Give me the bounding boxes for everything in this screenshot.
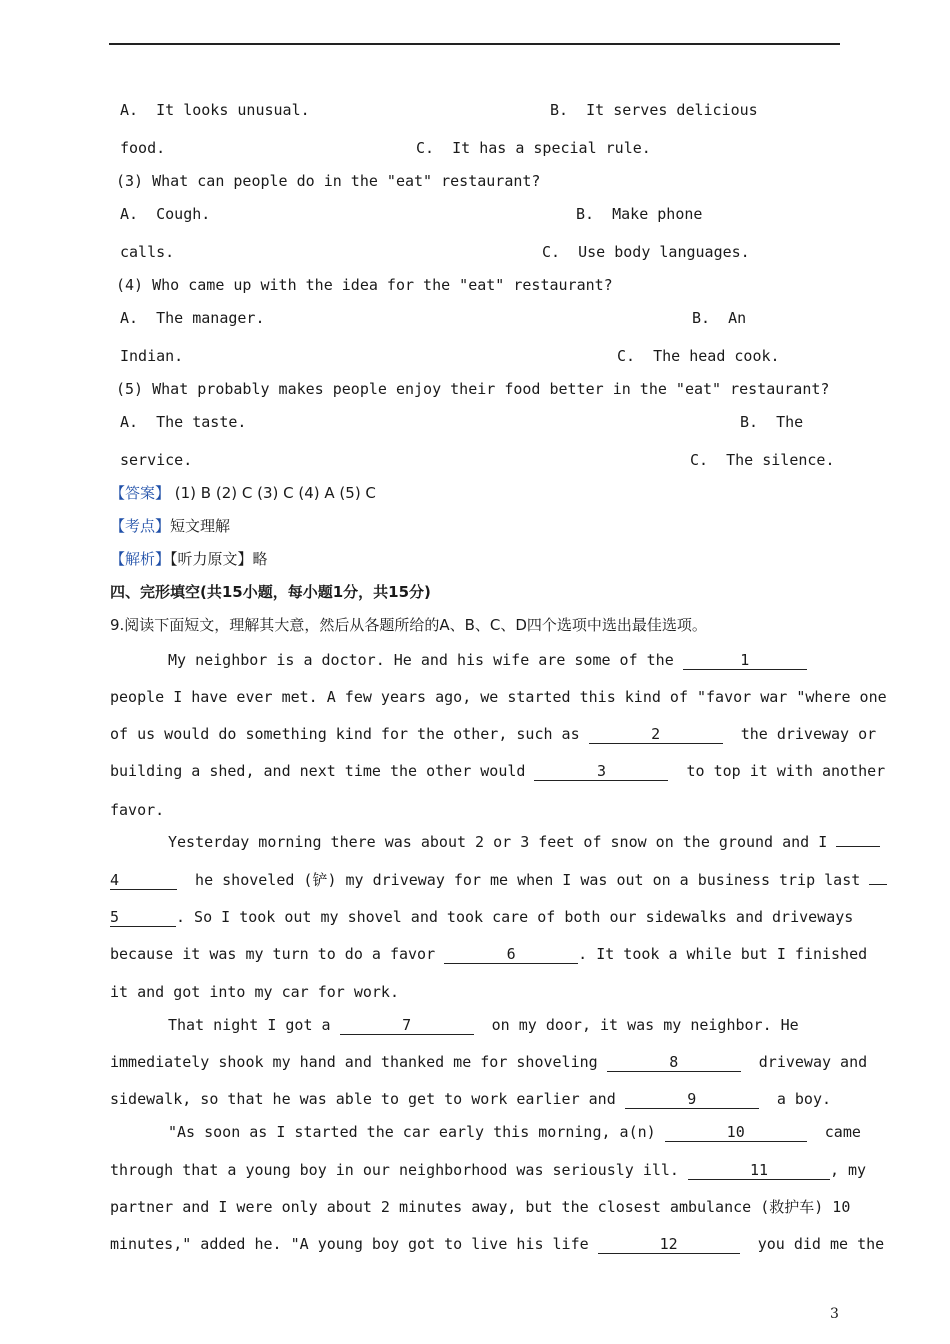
q4-stem: (4) Who came up with the idea for the "eat" restaurant?	[116, 276, 613, 294]
analysis-text: 【听力原文】略	[170, 550, 268, 568]
point-text: 短文理解	[170, 517, 231, 535]
q2-option-c: C. It has a special rule.	[416, 139, 651, 157]
q5-option-b-cont: service.	[120, 451, 193, 469]
blank-1[interactable]: 1	[683, 651, 807, 670]
blank-6[interactable]: 6	[444, 945, 578, 964]
blank-11[interactable]: 11	[688, 1161, 830, 1180]
blank-8[interactable]: 8	[607, 1053, 741, 1072]
answer-line	[110, 483, 376, 503]
blank-10[interactable]: 10	[665, 1123, 807, 1142]
passage-line: it and got into my car for work.	[110, 983, 399, 1001]
q3-stem: (3) What can people do in the "eat" restaurant?	[116, 172, 541, 190]
analysis-line	[110, 549, 268, 569]
blank-7[interactable]: 7	[340, 1016, 474, 1035]
blank-4[interactable]: 4	[110, 871, 177, 890]
passage-line: "As soon as I started the car early this morning, a(n) 10 came	[168, 1123, 861, 1141]
q2-option-b-cont: food.	[120, 139, 166, 157]
passage-line: 5 . So I took out my shovel and took care of both our sidewalks and driveways	[110, 908, 854, 926]
passage-line: building a shed, and next time the other would 3 to top it with another	[110, 762, 886, 780]
q3-option-b: B. Make phone	[576, 205, 703, 223]
blank-4-start[interactable]	[836, 846, 880, 847]
point-line	[110, 516, 230, 536]
section-title: 四、完形填空(共15小题，每小题1分，共15分)	[110, 583, 431, 601]
q3-option-a: A. Cough.	[120, 205, 211, 223]
blank-5[interactable]: 5	[110, 908, 176, 927]
q4-option-a: A. The manager.	[120, 309, 265, 327]
analysis-label: 【解析】	[110, 550, 171, 568]
answer-text: (1) B (2) C (3) C (4) A (5) C	[170, 484, 376, 502]
q4-option-b: B. An	[692, 309, 747, 327]
passage-line: of us would do something kind for the other, such as 2 the driveway or	[110, 725, 877, 743]
q2-option-a: A. It looks unusual.	[120, 101, 310, 119]
passage-line: minutes," added he. "A young boy got to live his life 12 you did me the	[110, 1235, 885, 1253]
passage-line: sidewalk, so that he was able to get to work earlier and 9 a boy.	[110, 1090, 832, 1108]
passage-line: 4 he shoveled (铲) my driveway for me when I was out on a business trip last	[110, 870, 887, 890]
page-number: 3	[830, 1306, 839, 1322]
header-rule	[109, 43, 840, 45]
blank-2[interactable]: 2	[589, 725, 723, 744]
q5-option-c: C. The silence.	[690, 451, 835, 469]
q3-option-c: C. Use body languages.	[542, 243, 750, 261]
q2-option-b: B. It serves delicious	[550, 101, 758, 119]
q5-option-a: A. The taste.	[120, 413, 247, 431]
passage-line: people I have ever met. A few years ago, we started this kind of "favor war "where one	[110, 688, 887, 706]
q5-option-b: B. The	[740, 413, 804, 431]
passage-line: favor.	[110, 801, 165, 819]
passage-line: because it was my turn to do a favor 6 . It took a while but I finished	[110, 945, 868, 963]
blank-12[interactable]: 12	[598, 1235, 740, 1254]
passage-line: That night I got a 7 on my door, it was my neighbor. He	[168, 1016, 799, 1034]
blank-9[interactable]: 9	[625, 1090, 759, 1109]
passage-line: Yesterday morning there was about 2 or 3 feet of snow on the ground and I	[168, 832, 880, 852]
passage-line: partner and I were only about 2 minutes away, but the closest ambulance (救护车) 10	[110, 1198, 851, 1216]
passage-line: immediately shook my hand and thanked me for shoveling 8 driveway and	[110, 1053, 868, 1071]
passage-line: through that a young boy in our neighborhood was seriously ill. 11 , my	[110, 1161, 867, 1179]
q4-option-b-cont: Indian.	[120, 347, 184, 365]
q5-stem: (5) What probably makes people enjoy their food better in the "eat" restaurant?	[116, 380, 830, 398]
q3-option-b-cont: calls.	[120, 243, 175, 261]
passage-line: My neighbor is a doctor. He and his wife are some of the 1	[168, 650, 807, 670]
q4-option-c: C. The head cook.	[617, 347, 780, 365]
point-label: 【考点】	[110, 517, 171, 535]
answer-label: 【答案】	[110, 484, 171, 502]
instruction: 9.阅读下面短文，理解其大意，然后从各题所给的A、B、C、D四个选项中选出最佳选项。	[110, 616, 707, 634]
blank-5-start[interactable]	[869, 884, 887, 885]
blank-3[interactable]: 3	[534, 762, 668, 781]
